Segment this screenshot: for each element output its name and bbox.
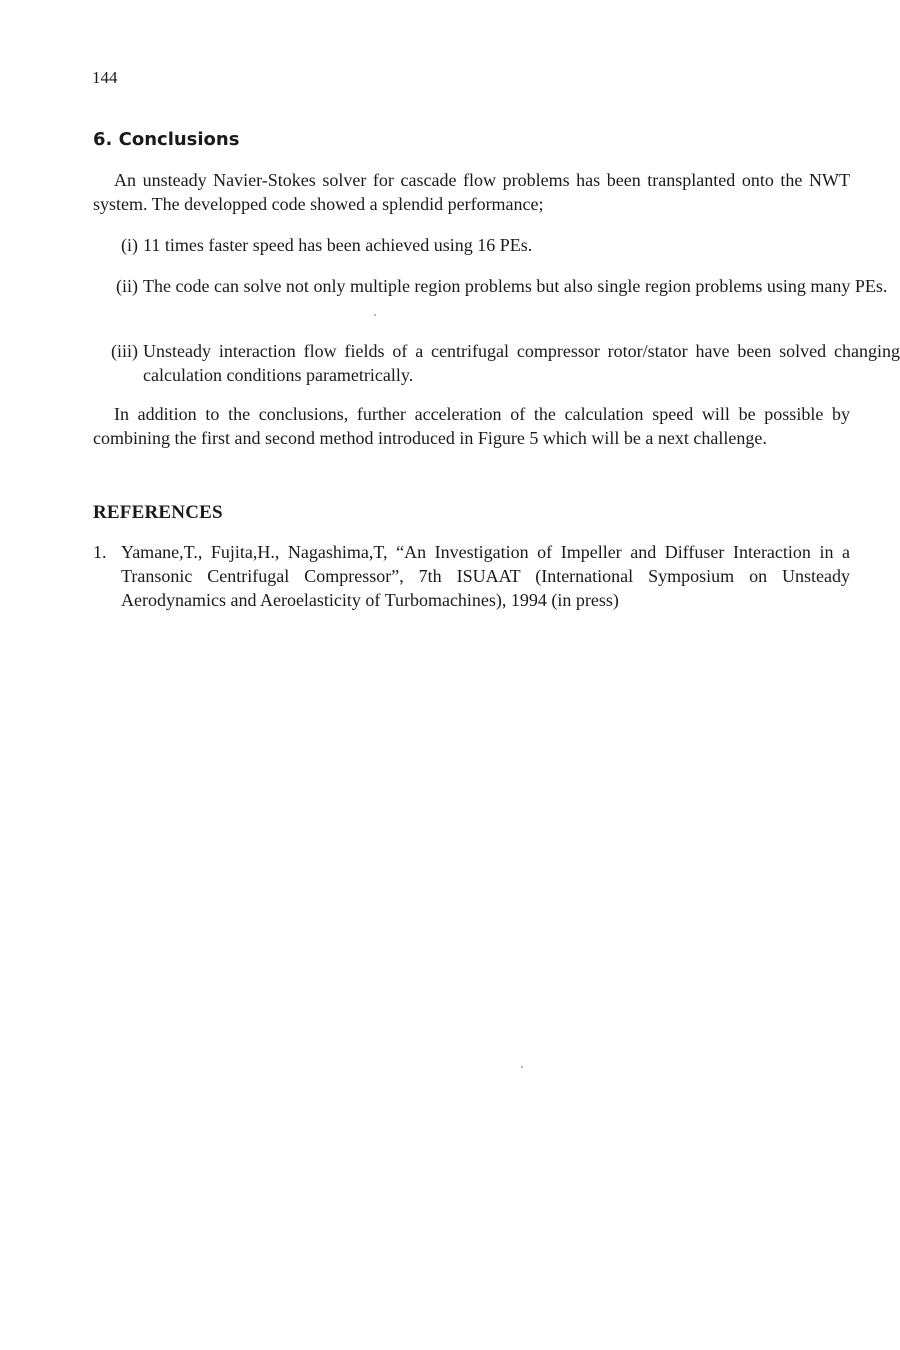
closing-paragraph: In addition to the conclusions, further acceleration of the calculation speed will be possible by combining the first and second method introduced in Figure 5 which will be a next challenge. xyxy=(93,404,850,448)
list-item xyxy=(93,233,900,257)
section-heading: 6. Conclusions xyxy=(93,129,240,150)
reference-item xyxy=(93,540,850,612)
page-number: 144 xyxy=(92,68,118,87)
list-item-label: (iii) xyxy=(111,341,138,361)
list-item xyxy=(93,339,900,387)
scan-speck xyxy=(374,314,376,316)
reference-text: Yamane,T., Fujita,H., Nagashima,T, “An Investigation of Impeller and Diffuser Interaction in a Transonic Centrifugal Compressor”, 7th ISUAAT (International Symposium on Unsteady Aerodynamics and Aeroelasticity of Turbomachines), 1994 (in press) xyxy=(121,542,850,610)
scan-speck xyxy=(521,1066,523,1068)
list-item xyxy=(93,274,900,298)
list-item-label: (ii) xyxy=(116,276,138,296)
list-item-text: The code can solve not only multiple region problems but also single region problems using many PEs. xyxy=(143,276,888,296)
list-item-text: Unsteady interaction flow fields of a centrifugal compressor rotor/stator have been solved changing calculation conditions parametrically. xyxy=(143,341,900,385)
list-item-label: (i) xyxy=(121,235,138,255)
references-heading: REFERENCES xyxy=(93,502,223,523)
intro-paragraph: An unsteady Navier-Stokes solver for cascade flow problems has been transplanted onto the NWT system. The developped code showed a splendid performance; xyxy=(93,170,850,214)
reference-label: 1. xyxy=(93,542,107,562)
list-item-text: 11 times faster speed has been achieved using 16 PEs. xyxy=(143,235,533,255)
